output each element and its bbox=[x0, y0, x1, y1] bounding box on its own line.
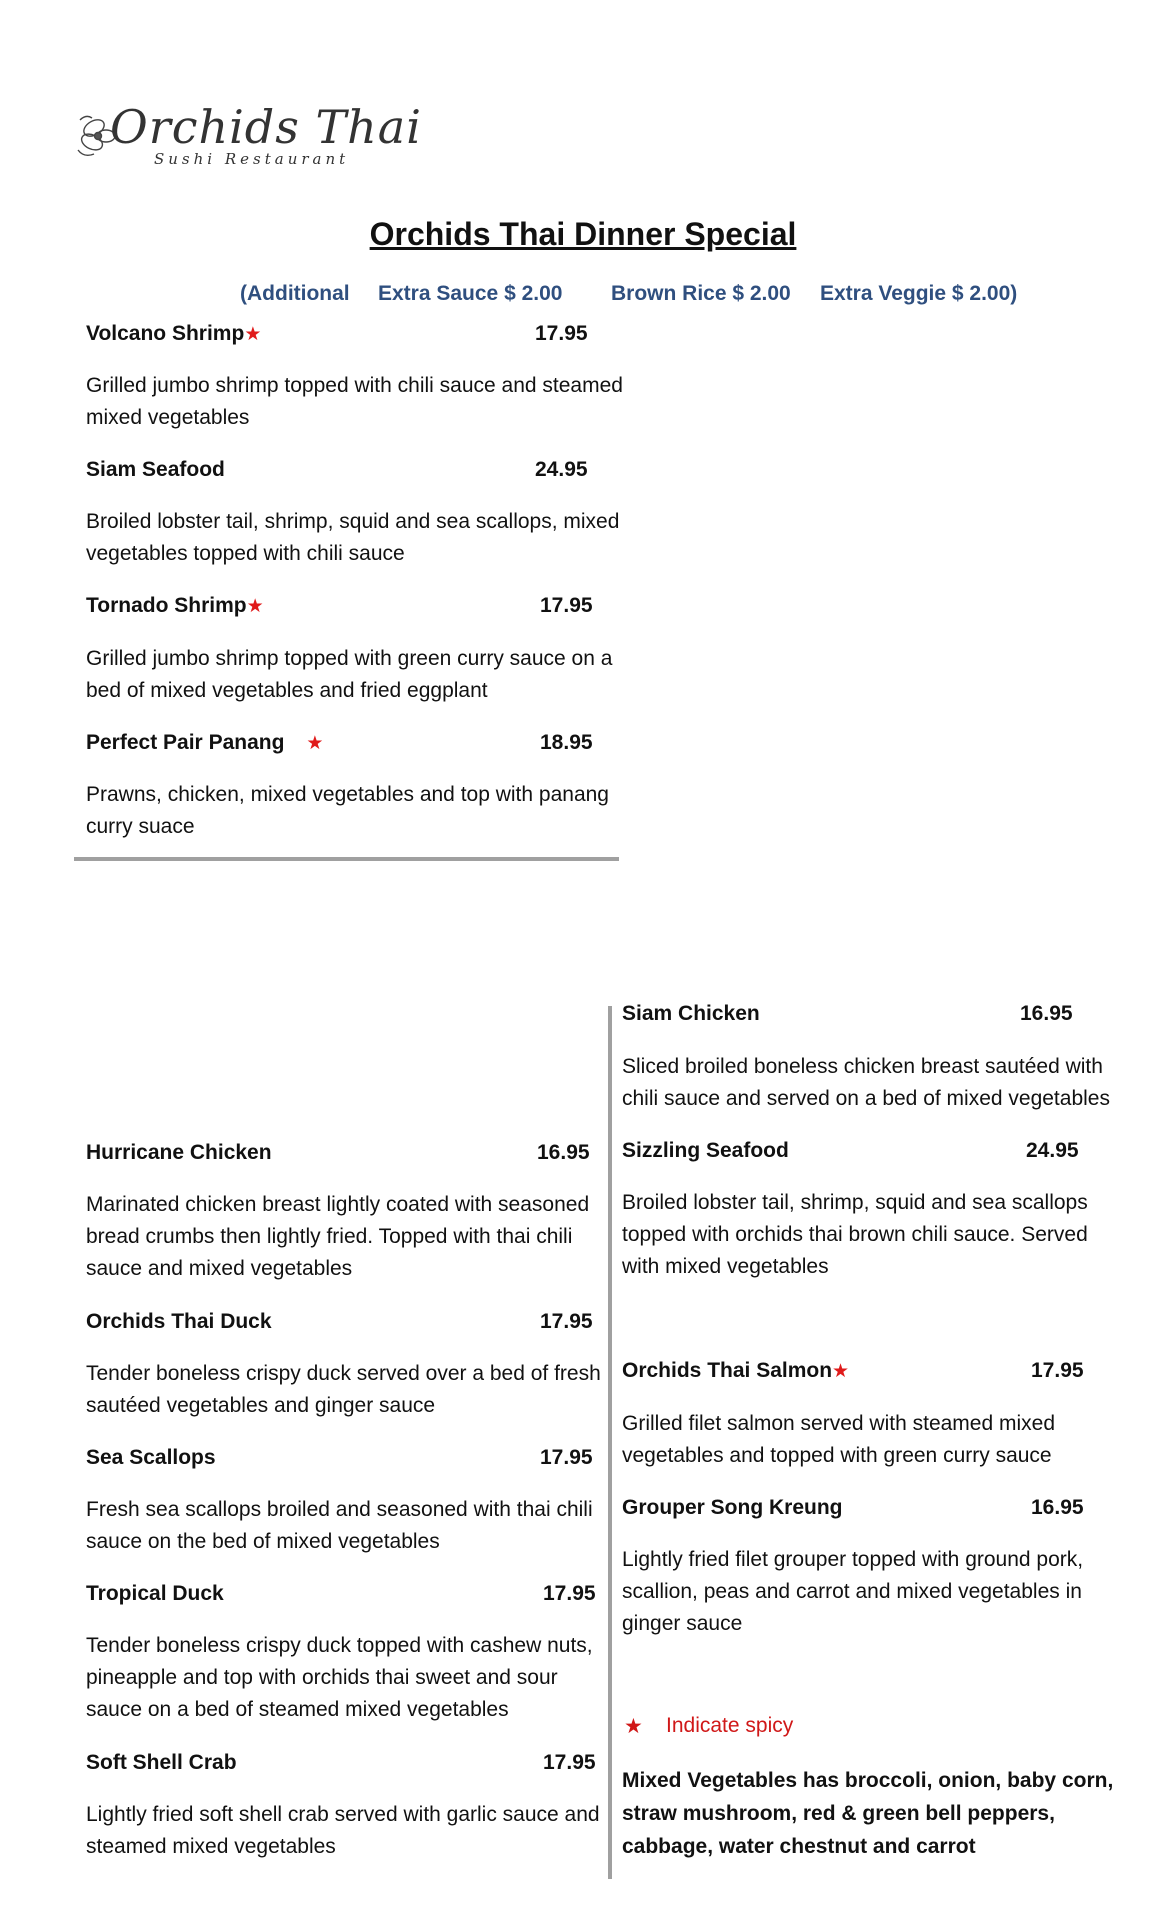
menu-item-price: 17.95 bbox=[543, 1582, 596, 1605]
menu-item-description: Lightly fried soft shell crab served with garlic sauce and steamed mixed vegetables bbox=[86, 1803, 600, 1858]
restaurant-logo bbox=[72, 100, 422, 180]
mixed-vegetables-note: Mixed Vegetables has broccoli, onion, baby corn, straw mushroom, red & green bell peppers, cabbage, water chestnut and carrot bbox=[622, 1769, 1114, 1858]
menu-item-price: 18.95 bbox=[540, 731, 593, 754]
menu-item-description: Tender boneless crispy duck topped with cashew nuts, pineapple and top with orchids thai sweet and sour sauce on a bed of steamed mixed vegetables bbox=[86, 1634, 593, 1721]
spicy-star-icon: ★ bbox=[306, 733, 324, 754]
menu-item-name: Siam Seafood bbox=[86, 458, 225, 481]
page-title: Orchids Thai Dinner Special bbox=[369, 216, 797, 252]
menu-item-name: Tropical Duck bbox=[86, 1582, 224, 1605]
menu-item-name: Sizzling Seafood bbox=[622, 1139, 789, 1162]
spicy-star-icon: ★ bbox=[832, 1361, 850, 1382]
menu-item-price: 17.95 bbox=[540, 594, 593, 617]
menu-item-price: 24.95 bbox=[1026, 1139, 1079, 1162]
menu-item-description: Broiled lobster tail, shrimp, squid and sea scallops, mixed vegetables topped with chili sauce bbox=[86, 510, 620, 565]
menu-item-price: 17.95 bbox=[535, 322, 588, 345]
menu-item-price: 16.95 bbox=[537, 1141, 590, 1164]
menu-item-name: Perfect Pair Panang ★ bbox=[86, 731, 324, 754]
section-divider bbox=[74, 857, 619, 861]
menu-item-description: Fresh sea scallops broiled and seasoned with thai chili sauce on the bed of mixed vegetables bbox=[86, 1498, 593, 1553]
menu-item-description: Grilled jumbo shrimp topped with chili sauce and steamed mixed vegetables bbox=[86, 374, 623, 429]
menu-item-name: Sea Scallops bbox=[86, 1446, 216, 1469]
menu-item-price: 16.95 bbox=[1031, 1496, 1084, 1519]
menu-item-description: Prawns, chicken, mixed vegetables and top with panang curry suace bbox=[86, 783, 609, 838]
menu-item-name: Hurricane Chicken bbox=[86, 1141, 272, 1164]
menu-item-name: Siam Chicken bbox=[622, 1002, 760, 1025]
logo-script-text: Orchids Thai bbox=[110, 100, 422, 154]
spicy-legend-text: Indicate spicy bbox=[666, 1714, 794, 1737]
menu-item-price: 17.95 bbox=[540, 1446, 593, 1469]
extra-sauce-price: Extra Sauce $ 2.00 bbox=[378, 282, 563, 305]
menu-item-name: Soft Shell Crab bbox=[86, 1751, 237, 1774]
brown-rice-price: Brown Rice $ 2.00 bbox=[611, 282, 791, 305]
menu-item-name: Tornado Shrimp★ bbox=[86, 594, 264, 617]
column-divider bbox=[608, 1006, 612, 1879]
menu-item-price: 24.95 bbox=[535, 458, 588, 481]
menu-item-price: 16.95 bbox=[1020, 1002, 1073, 1025]
menu-item-description: Tender boneless crispy duck served over a bed of fresh sautéed vegetables and ginger sauce bbox=[86, 1362, 601, 1417]
menu-item-description: Sliced broiled boneless chicken breast sautéed with chili sauce and served on a bed of mixed vegetables bbox=[622, 1055, 1110, 1110]
menu-item-description: Grilled jumbo shrimp topped with green curry sauce on a bed of mixed vegetables and fried eggplant bbox=[86, 647, 613, 702]
extra-veggie-price: Extra Veggie $ 2.00) bbox=[820, 282, 1018, 305]
menu-item-description: Marinated chicken breast lightly coated with seasoned bread crumbs then lightly fried. Topped with thai chili sauce and mixed vegetables bbox=[86, 1193, 590, 1280]
menu-item-price: 17.95 bbox=[1031, 1359, 1084, 1382]
menu-item-description: Lightly fried filet grouper topped with ground pork, scallion, peas and carrot and mixed vegetables in ginger sauce bbox=[622, 1548, 1084, 1635]
menu-item-description: Broiled lobster tail, shrimp, squid and sea scallops topped with orchids thai brown chili sauce. Served with mixed vegetables bbox=[622, 1191, 1088, 1278]
menu-item-name: Volcano Shrimp★ bbox=[86, 322, 262, 345]
menu-item-price: 17.95 bbox=[540, 1310, 593, 1333]
menu-item-name: Orchids Thai Duck bbox=[86, 1310, 272, 1333]
menu-item-name: Orchids Thai Salmon★ bbox=[622, 1359, 850, 1382]
spicy-star-icon: ★ bbox=[244, 324, 262, 345]
menu-item-price: 17.95 bbox=[543, 1751, 596, 1774]
spicy-star-icon: ★ bbox=[246, 596, 264, 617]
menu-item-description: Grilled filet salmon served with steamed mixed vegetables and topped with green curry sauce bbox=[622, 1412, 1056, 1467]
menu-item-name: Grouper Song Kreung bbox=[622, 1496, 843, 1519]
additional-label: (Additional bbox=[240, 282, 350, 305]
spicy-legend-star-icon: ★ bbox=[624, 1715, 643, 1738]
logo-subtitle: Sushi Restaurant bbox=[154, 150, 350, 168]
